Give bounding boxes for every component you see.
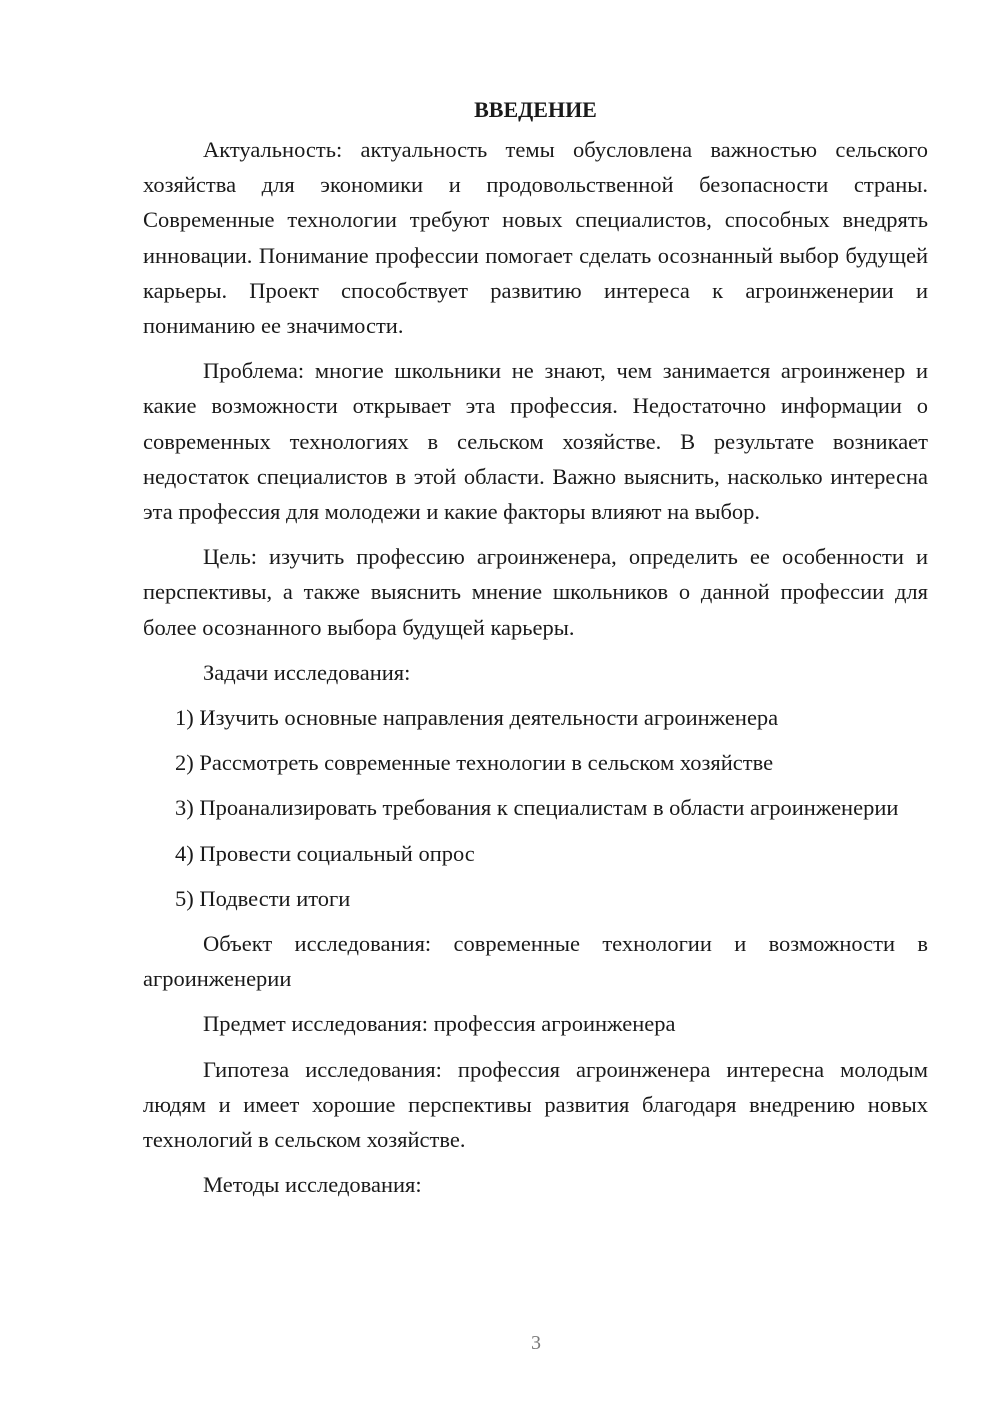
list-item: 4) Провести социальный опрос <box>175 840 475 866</box>
paragraph-goal: Цель: изучить профессию агроинженера, определить ее особенности и перспективы, а также выяснить мнение школьников о данной профессии для более осознанного выбора будущей карьеры. <box>143 544 928 640</box>
tasks-list <box>143 700 928 916</box>
page-number: 3 <box>531 1332 541 1354</box>
section-heading: ВВЕДЕНИЕ <box>474 97 597 122</box>
paragraph-object: Объект исследования: современные технологии и возможности в агроинженерии <box>143 931 928 992</box>
paragraph-relevance: Актуальность: актуальность темы обусловлена важностью сельского хозяйства для экономики и продовольственной безопасности страны. Современные технологии требуют новых специалистов, способных внедрять инновации. Понимание профессии помогает сделать осознанный выбор будущей карьеры. Проект способствует развитию интереса к агроинженерии и пониманию ее значимости. <box>143 137 928 339</box>
list-item: 2) Рассмотреть современные технологии в сельском хозяйстве <box>175 750 774 776</box>
page-content <box>143 92 928 1212</box>
paragraph-hypothesis: Гипотеза исследования: профессия агроинженера интересна молодым людям и имеет хорошие перспективы развития благодаря внедрению новых технологий в сельском хозяйстве. <box>143 1056 928 1153</box>
paragraph-methods-title: Методы исследования: <box>203 1172 422 1198</box>
list-item: 3) Проанализировать требования к специалистам в области агроинженерии <box>175 795 899 821</box>
paragraph-tasks-title: Задачи исследования: <box>203 659 411 685</box>
list-item: 1) Изучить основные направления деятельности агроинженера <box>175 705 779 731</box>
paragraph-subject: Предмет исследования: профессия агроинженера <box>203 1011 676 1037</box>
list-item: 5) Подвести итоги <box>175 885 351 911</box>
paragraph-problem: Проблема: многие школьники не знают, чем занимается агроинженер и какие возможности открывает эта профессия. Недостаточно информации о современных технологиях в сельском хозяйстве. В результате возникает недостаток специалистов в этой области. Важно выяснить, насколько интересна эта профессия для молодежи и какие факторы влияют на выбор. <box>143 358 928 525</box>
